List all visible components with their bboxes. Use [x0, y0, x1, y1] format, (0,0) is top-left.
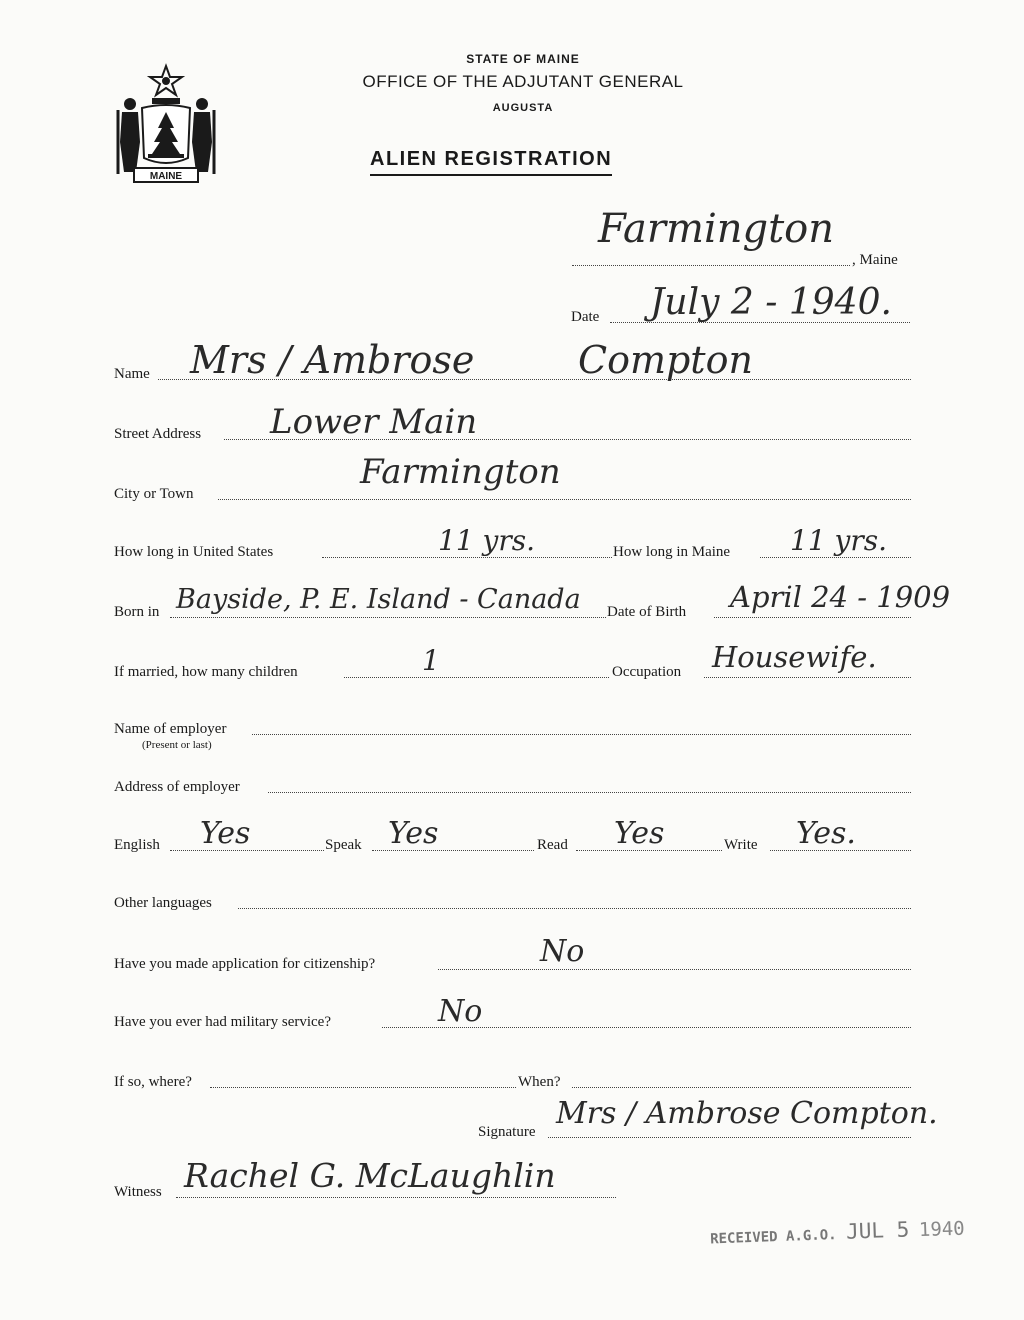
- write-label: Write: [724, 837, 758, 853]
- signature-label: Signature: [478, 1124, 536, 1140]
- employer-address-label: Address of employer: [114, 779, 240, 795]
- dob-entry: April 24 - 1909: [730, 580, 951, 614]
- citizenship-label: Have you made application for citizenship?: [114, 956, 376, 972]
- where-line: [210, 1087, 516, 1088]
- maine-years-label: How long in Maine: [613, 544, 731, 560]
- place-suffix-label: , Maine: [852, 252, 898, 268]
- military-entry: No: [438, 994, 483, 1029]
- city-heading: AUGUSTA: [492, 102, 554, 114]
- signature-line: [548, 1137, 911, 1138]
- witness-line: [176, 1197, 616, 1198]
- read-entry: Yes: [614, 816, 665, 851]
- place-entry: Farmington: [598, 206, 835, 252]
- name-entry-first: Mrs / Ambrose: [190, 338, 475, 382]
- signature-entry: Mrs / Ambrose Compton.: [556, 1096, 938, 1131]
- name-label: Name: [114, 366, 150, 382]
- born-line: [170, 617, 606, 618]
- seal-banner-text: MAINE: [149, 171, 183, 182]
- us-years-entry: 11 yrs.: [438, 524, 536, 557]
- stamp-received-text: RECEIVED A.G.O.: [709, 1227, 837, 1248]
- date-entry: July 2 - 1940.: [650, 282, 892, 323]
- employer-label: Name of employer: [114, 721, 227, 737]
- received-stamp: [710, 1216, 965, 1249]
- witness-entry: Rachel G. McLaughlin: [184, 1156, 556, 1195]
- form-title: ALIEN REGISTRATION: [370, 148, 612, 176]
- citizenship-entry: No: [540, 934, 585, 969]
- read-label: Read: [537, 837, 568, 853]
- us-years-line: [322, 557, 612, 558]
- english-entry: Yes: [200, 816, 251, 851]
- city-entry: Farmington: [360, 452, 561, 492]
- employer-address-line: [268, 792, 911, 793]
- maine-years-line: [760, 557, 911, 558]
- children-label: If married, how many children: [114, 664, 298, 680]
- maine-years-entry: 11 yrs.: [790, 524, 888, 557]
- stamp-year-text: 1940: [918, 1217, 966, 1242]
- dob-line: [714, 617, 911, 618]
- write-entry: Yes.: [796, 816, 856, 851]
- where-label: If so, where?: [114, 1074, 192, 1090]
- born-entry: Bayside, P. E. Island - Canada: [176, 584, 581, 615]
- dob-label: Date of Birth: [607, 604, 687, 620]
- date-label: Date: [571, 309, 600, 325]
- street-label: Street Address: [114, 426, 202, 442]
- office-heading: OFFICE OF THE ADJUTANT GENERAL: [362, 72, 684, 91]
- name-entry-last: Compton: [578, 338, 753, 382]
- stamp-date-text: JUL 5: [845, 1217, 910, 1244]
- children-entry: 1: [422, 644, 440, 677]
- employer-line: [252, 734, 911, 735]
- state-heading: STATE OF MAINE: [466, 52, 580, 66]
- place-line: [572, 265, 850, 266]
- citizenship-line: [438, 969, 911, 970]
- street-entry: Lower Main: [270, 402, 478, 442]
- other-languages-line: [238, 908, 911, 909]
- city-label: City or Town: [114, 486, 194, 502]
- when-label: When?: [518, 1074, 561, 1090]
- speak-entry: Yes: [388, 816, 439, 851]
- children-line: [344, 677, 609, 678]
- witness-label: Witness: [114, 1184, 162, 1200]
- occupation-line: [704, 677, 911, 678]
- occupation-label: Occupation: [612, 664, 682, 680]
- us-years-label: How long in United States: [114, 544, 274, 560]
- born-label: Born in: [114, 604, 160, 620]
- occupation-entry: Housewife.: [712, 640, 877, 674]
- employer-sublabel: (Present or last): [142, 739, 212, 751]
- other-languages-label: Other languages: [114, 895, 212, 911]
- speak-label: Speak: [325, 837, 362, 853]
- english-label: English: [114, 837, 160, 853]
- city-line: [218, 499, 911, 500]
- military-label: Have you ever had military service?: [114, 1014, 331, 1030]
- when-line: [572, 1087, 911, 1088]
